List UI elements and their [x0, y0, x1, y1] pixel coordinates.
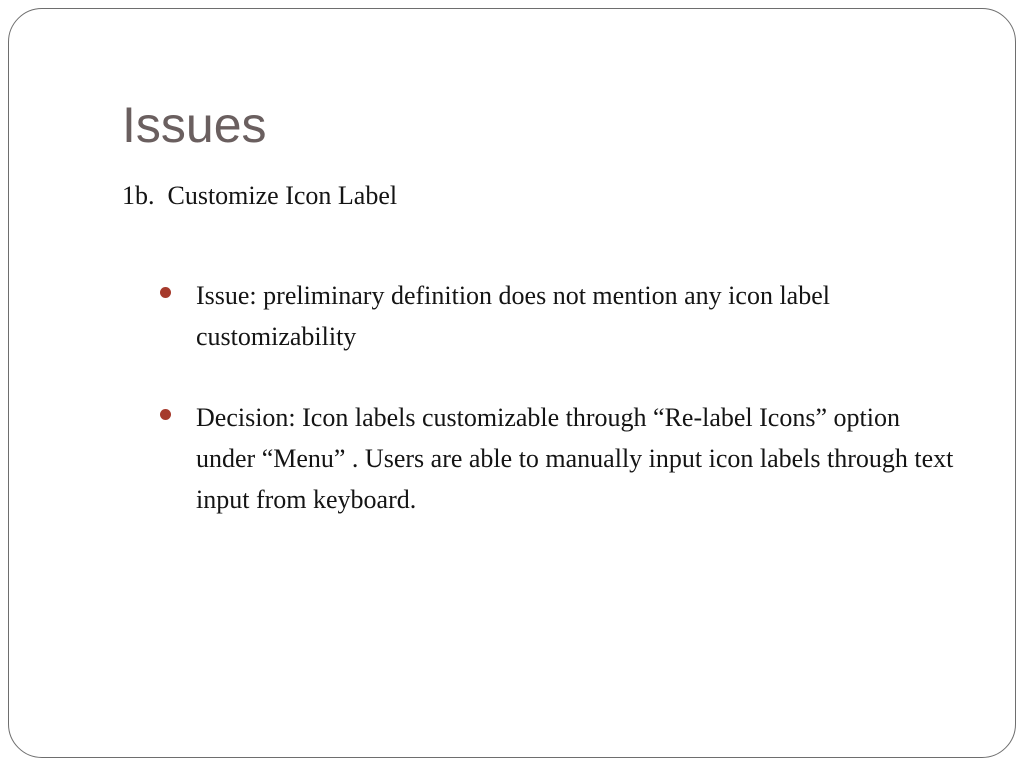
slide-title: Issues	[122, 97, 267, 153]
bullet-dot-icon	[160, 287, 171, 298]
bullet-text-decision: Decision: Icon labels customizable through “Re-label Icons” option under “Menu” . Users are able to manually input icon labels through text input from keyboard.	[196, 403, 954, 514]
bullet-dot-icon	[160, 409, 171, 420]
bullet-list	[159, 275, 959, 560]
slide-frame	[8, 8, 1016, 758]
bullet-text-issue: Issue: preliminary definition does not mention any icon label customizability	[196, 281, 830, 351]
bullet-item-issue	[159, 275, 959, 357]
bullet-item-decision	[159, 397, 959, 520]
slide-subtitle: 1b. Customize Icon Label	[122, 181, 398, 210]
